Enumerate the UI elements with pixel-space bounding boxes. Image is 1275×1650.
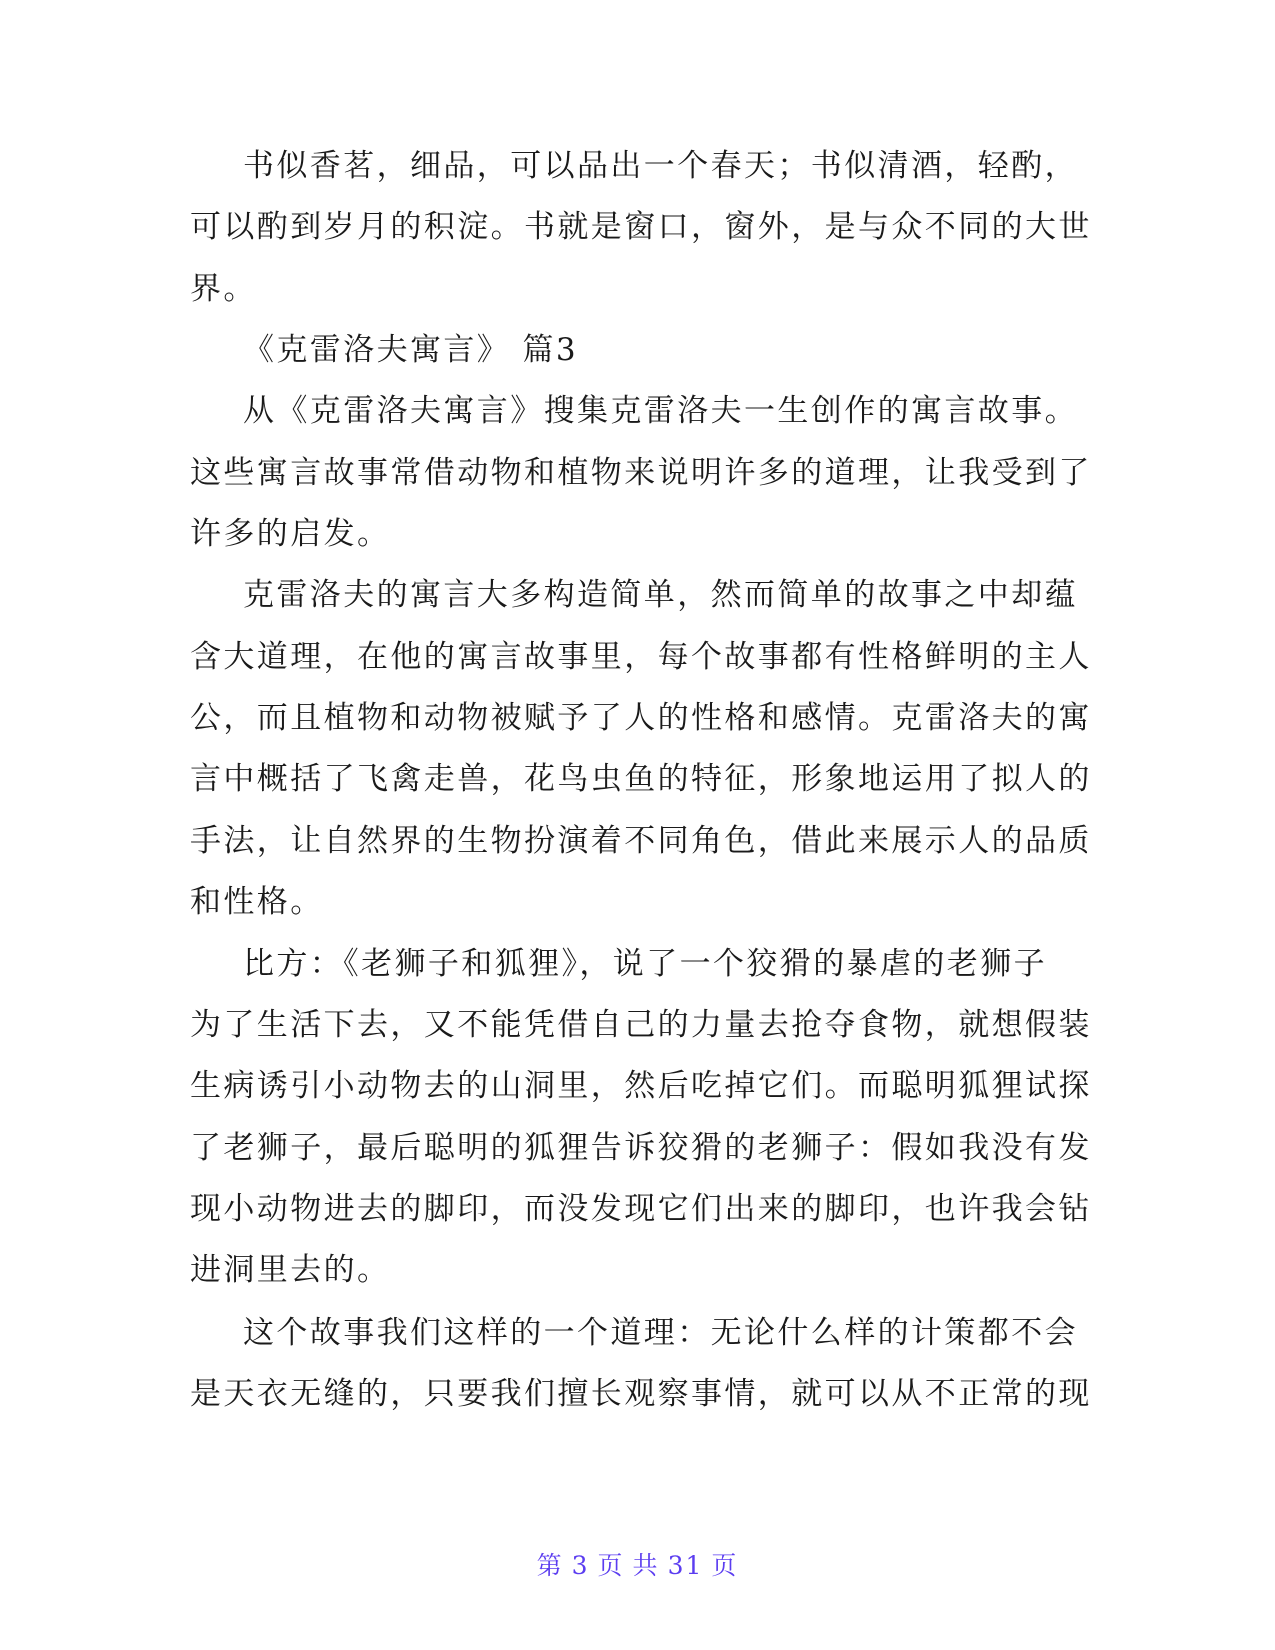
text-line-21: 是天衣无缝的，只要我们擅长观察事情，就可以从不正常的现 <box>190 1376 1092 1412</box>
text-line-19: 进洞里去的。 <box>190 1252 391 1288</box>
text-line-10: 公，而且植物和动物被赋予了人的性格和感情。克雷洛夫的寓 <box>190 700 1092 736</box>
footer-label-prefix: 第 <box>536 1551 564 1580</box>
text-line-6: 这些寓言故事常借动物和植物来说明许多的道理，让我受到了 <box>190 455 1092 491</box>
text-line-1: 书似香茗，细品，可以品出一个春天；书似清酒，轻酌， <box>243 148 1078 184</box>
text-line-9: 含大道理，在他的寓言故事里，每个故事都有性格鲜明的主人 <box>190 639 1092 675</box>
text-line-13: 和性格。 <box>190 884 324 920</box>
text-line-17: 了老狮子，最后聪明的狐狸告诉狡猾的老狮子：假如我没有发 <box>190 1130 1092 1166</box>
text-line-7: 许多的启发。 <box>190 516 391 552</box>
text-line-15: 为了生活下去，又不能凭借自己的力量去抢夺食物，就想假装 <box>190 1007 1092 1043</box>
text-line-20: 这个故事我们这样的一个道理：无论什么样的计策都不会 <box>243 1315 1078 1351</box>
text-line-18: 现小动物进去的脚印，而没发现它们出来的脚印，也许我会钻 <box>190 1191 1092 1227</box>
text-line-5: 从《克雷洛夫寓言》搜集克雷洛夫一生创作的寓言故事。 <box>243 393 1078 429</box>
text-line-2: 可以酌到岁月的积淀。书就是窗口，窗外，是与众不同的大世 <box>190 209 1092 245</box>
footer-total-pages: 31 <box>667 1551 704 1580</box>
page-footer <box>0 1546 1275 1582</box>
text-line-3: 界。 <box>190 271 257 307</box>
footer-label-total-prefix: 共 <box>632 1551 660 1580</box>
text-line-14: 比方：《老狮子和狐狸》，说了一个狡猾的暴虐的老狮子 <box>243 946 1047 982</box>
text-line-16: 生病诱引小动物去的山洞里，然后吃掉它们。而聪明狐狸试探 <box>190 1068 1092 1104</box>
text-line-8: 克雷洛夫的寓言大多构造简单，然而简单的故事之中却蕴 <box>243 577 1078 613</box>
footer-label-page: 页 <box>597 1551 625 1580</box>
text-line-12: 手法，让自然界的生物扮演着不同角色，借此来展示人的品质 <box>190 823 1092 859</box>
section-heading: 《克雷洛夫寓言》 篇3 <box>243 332 578 368</box>
footer-current-page: 3 <box>571 1551 590 1580</box>
footer-label-total-suffix: 页 <box>711 1551 739 1580</box>
text-line-11: 言中概括了飞禽走兽，花鸟虫鱼的特征，形象地运用了拟人的 <box>190 761 1092 797</box>
